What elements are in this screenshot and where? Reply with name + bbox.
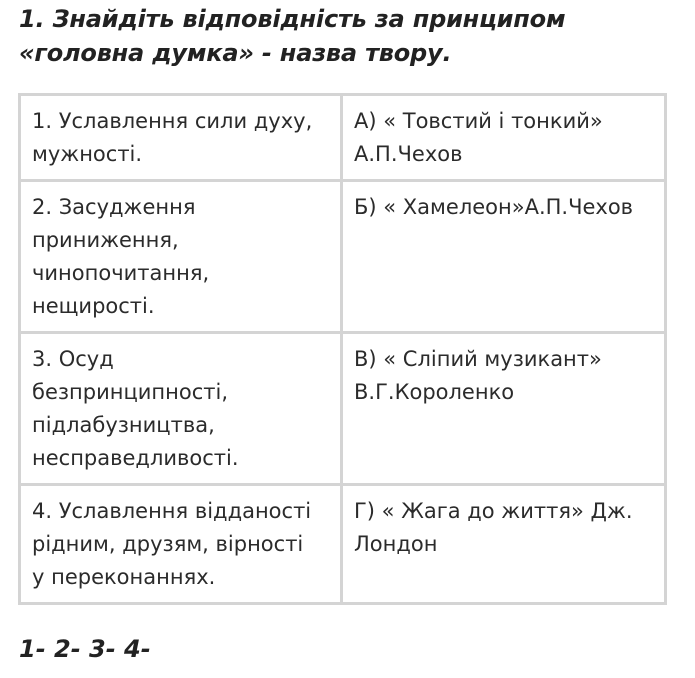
theme-cell bbox=[20, 95, 342, 181]
theme-text: безпринципності, bbox=[32, 380, 229, 404]
work-text: Лондон bbox=[354, 532, 438, 556]
table-row bbox=[20, 95, 666, 181]
table-row bbox=[20, 485, 666, 604]
theme-cell bbox=[20, 181, 342, 333]
work-cell bbox=[342, 485, 666, 604]
theme-text: у переконаннях. bbox=[32, 565, 216, 589]
work-cell bbox=[342, 333, 666, 485]
work-text: А.П.Чехов bbox=[354, 142, 463, 166]
work-cell bbox=[342, 181, 666, 333]
answer-template: 1- 2- 3- 4- bbox=[19, 635, 151, 663]
table-row bbox=[20, 333, 666, 485]
theme-text: рідним, друзям, вірності bbox=[32, 532, 304, 556]
work-text: В) « Сліпий музикант» bbox=[354, 347, 602, 371]
theme-text: 1. Уславлення сили духу, bbox=[32, 109, 313, 133]
theme-text: несправедливості. bbox=[32, 446, 239, 470]
theme-cell bbox=[20, 333, 342, 485]
work-text: В.Г.Короленко bbox=[354, 380, 515, 404]
theme-text: 4. Уславлення відданості bbox=[32, 499, 312, 523]
matching-table bbox=[18, 93, 667, 605]
work-text: Б) « Хамелеон»А.П.Чехов bbox=[354, 195, 634, 219]
theme-text: чинопочитання, bbox=[32, 261, 210, 285]
work-text: Г) « Жага до життя» Дж. bbox=[354, 499, 633, 523]
task-title bbox=[19, 2, 679, 70]
theme-text: підлабузництва, bbox=[32, 413, 215, 437]
theme-text: приниження, bbox=[32, 228, 179, 252]
theme-text: 3. Осуд bbox=[32, 347, 114, 371]
theme-text: 2. Засудження bbox=[32, 195, 196, 219]
task-title-line-1: 1. Знайдіть відповідність за принципом bbox=[19, 5, 566, 33]
task-title-line-2: «головна думка» - назва твору. bbox=[19, 39, 452, 67]
work-cell bbox=[342, 95, 666, 181]
work-text: А) « Товстий і тонкий» bbox=[354, 109, 603, 133]
table-row bbox=[20, 181, 666, 333]
theme-text: нещирості. bbox=[32, 294, 155, 318]
theme-text: мужності. bbox=[32, 142, 143, 166]
theme-cell bbox=[20, 485, 342, 604]
